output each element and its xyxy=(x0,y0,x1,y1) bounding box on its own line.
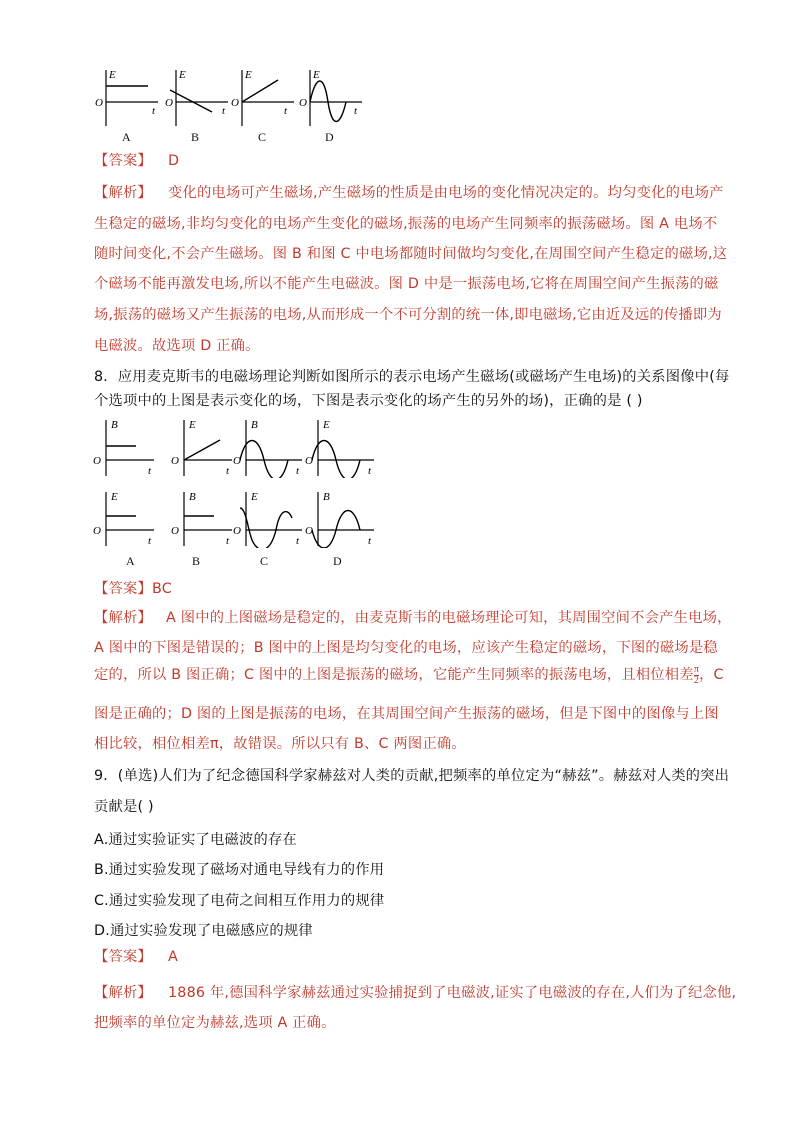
q8-analysis-line-5: 相比较，相位相差π，故错误。所以只有 B、C 两图正确。 xyxy=(94,736,466,752)
axis-e-label: E xyxy=(251,491,258,503)
q8-stem-line-2: 个选项中的上图是表示变化的场，下图是表示变化的场产生的另外的场)，正确的是 ( ) xyxy=(94,393,643,409)
axis-b-label: B xyxy=(251,419,258,431)
q7-label-a: A xyxy=(122,130,131,144)
q7-analysis-line-5: 场,振荡的磁场又产生振荡的电场,从而形成一个不可分割的统一体,即电磁场,它由近及远的传播即为 xyxy=(94,307,722,323)
origin-label: O xyxy=(171,525,179,537)
origin-label: O xyxy=(305,525,313,537)
q9-analysis-line-1: 【解析】 1886 年,德国科学家赫兹通过实验捕捉到了电磁波,证实了电磁波的存在,人们为了纪念他, xyxy=(94,985,737,1001)
axis-t-label: t xyxy=(148,535,152,547)
q7-analysis-line-4: 个磁场不能再激发电场,所以不能产生电磁波。图 D 中是一振荡电场,它将在周围空间产生振荡的磁 xyxy=(94,276,719,292)
q9-stem-line-2: 贡献是( ) xyxy=(94,799,154,815)
q8-label-b: B xyxy=(192,554,201,568)
q7-graph-b xyxy=(162,66,234,130)
q7-analysis-line-6: 电磁波。故选项 D 正确。 xyxy=(94,338,260,354)
axis-t-label: t xyxy=(284,105,288,117)
axis-t-label: t xyxy=(368,535,372,547)
axis-t-label: t xyxy=(296,465,300,477)
q8-label-d: D xyxy=(333,554,342,568)
q8-label-a: A xyxy=(126,554,135,568)
origin-label: O xyxy=(233,455,241,467)
q7-graph-a xyxy=(92,66,164,130)
q8-graph-b-top xyxy=(170,416,240,478)
analysis-tag: 【解析】 xyxy=(94,185,152,201)
q8-answer: BC xyxy=(152,581,172,597)
q7-graph-c xyxy=(228,66,300,130)
axis-e-label: E xyxy=(109,69,116,81)
origin-label: O xyxy=(305,455,313,467)
axis-t-label: t xyxy=(152,105,156,117)
q8-graph-a-bottom xyxy=(92,488,162,548)
pi-over-2-fraction: $\frac{\pi}{2}$ xyxy=(693,663,700,686)
analysis-tag: 【解析】 xyxy=(94,610,152,626)
origin-label: O xyxy=(165,97,173,109)
axis-e-label: E xyxy=(245,69,252,81)
axis-e-label: E xyxy=(323,419,330,431)
origin-label: O xyxy=(231,97,239,109)
axis-t-label: t xyxy=(222,105,226,117)
q7-label-d: D xyxy=(325,130,334,144)
origin-label: O xyxy=(171,455,179,467)
q7-analysis-line-3: 随时间变化,不会产生磁场。图 B 和图 C 中电场都随时间做均匀变化,在周围空间产生稳定的磁场,这 xyxy=(94,246,728,262)
axis-b-label: B xyxy=(111,419,118,431)
q9-option-b: B.通过实验发现了磁场对通电导线有力的作用 xyxy=(94,862,385,878)
axis-b-label: B xyxy=(189,491,196,503)
q9-stem-line-1: 9．(单选)人们为了纪念德国科学家赫兹对人类的贡献,把频率的单位定为“赫兹”。赫兹对人类的突出 xyxy=(94,768,730,784)
q8-stem-line-1: 8．应用麦克斯韦的电磁场理论判断如图所示的表示电场产生磁场(或磁场产生电场)的关系图像中(每 xyxy=(94,369,730,385)
q7-answer-row xyxy=(94,150,179,170)
q7-answer: D xyxy=(168,153,180,169)
q8-graph-d-bottom xyxy=(304,488,378,548)
answer-tag: 【答案】 xyxy=(94,581,152,597)
q8-label-c: C xyxy=(260,554,269,568)
origin-label: O xyxy=(95,97,103,109)
q8-graph-a-top xyxy=(92,416,162,478)
q8-analysis-line-3: 定的，所以 B 图正确；C 图中的上图是振荡的磁场，它能产生同频率的振荡电场，且相位相差 $\frac{\pi}{2}$ ，C xyxy=(94,663,724,686)
q8-graph-b-bottom xyxy=(170,488,240,548)
q7-analysis-line-2: 生稳定的磁场,非均匀变化的电场产生变化的磁场,振荡的电场产生同频率的振荡磁场。图 A 电场不 xyxy=(94,216,718,232)
axis-e-label: E xyxy=(189,419,196,431)
q9-answer-row xyxy=(94,946,178,966)
origin-label: O xyxy=(299,97,307,109)
q9-option-a: A.通过实验证实了电磁波的存在 xyxy=(94,832,297,848)
axis-b-label: B xyxy=(323,491,330,503)
q7-label-b: B xyxy=(191,130,200,144)
axis-e-label: E xyxy=(111,491,118,503)
q8-answer-row xyxy=(94,578,172,598)
answer-tag: 【答案】 xyxy=(94,949,152,965)
q9-option-d: D.通过实验发现了电磁感应的规律 xyxy=(94,923,313,939)
q7-analysis-line-1: 【解析】 变化的电场可产生磁场,产生磁场的性质是由电场的变化情况决定的。均匀变化的电场产 xyxy=(94,185,724,201)
analysis-tag: 【解析】 xyxy=(94,985,152,1001)
q8-graph-c-bottom xyxy=(232,488,306,548)
origin-label: O xyxy=(233,525,241,537)
axis-t-label: t xyxy=(226,465,230,477)
q8-graph-c-top xyxy=(232,416,306,478)
axis-e-label: E xyxy=(313,69,320,81)
q7-graph-d xyxy=(296,66,368,130)
axis-e-label: E xyxy=(179,69,186,81)
q7-label-c: C xyxy=(258,130,267,144)
origin-label: O xyxy=(93,455,101,467)
q8-analysis-line-4: 图是正确的；D 图的上图是振荡的电场，在其周围空间产生振荡的磁场，但是下图中的图像与上图 xyxy=(94,706,719,722)
axis-t-label: t xyxy=(226,535,230,547)
q9-answer: A xyxy=(168,949,178,965)
axis-t-label: t xyxy=(148,465,152,477)
answer-tag: 【答案】 xyxy=(94,153,152,169)
axis-t-label: t xyxy=(368,465,372,477)
q8-analysis-line-1: 【解析】 A 图中的上图磁场是稳定的，由麦克斯韦的电磁场理论可知，其周围空间不会产生电场， xyxy=(94,610,732,626)
q9-analysis-line-2: 把频率的单位定为赫兹,选项 A 正确。 xyxy=(94,1015,336,1031)
origin-label: O xyxy=(93,525,101,537)
q8-analysis-line-2: A 图中的下图是错误的；B 图中的上图是均匀变化的电场，应该产生稳定的磁场，下图的磁场是稳 xyxy=(94,640,718,656)
axis-t-label: t xyxy=(354,105,358,117)
q8-graph-d-top xyxy=(304,416,378,478)
axis-t-label: t xyxy=(296,535,300,547)
q9-option-c: C.通过实验发现了电荷之间相互作用力的规律 xyxy=(94,893,385,909)
